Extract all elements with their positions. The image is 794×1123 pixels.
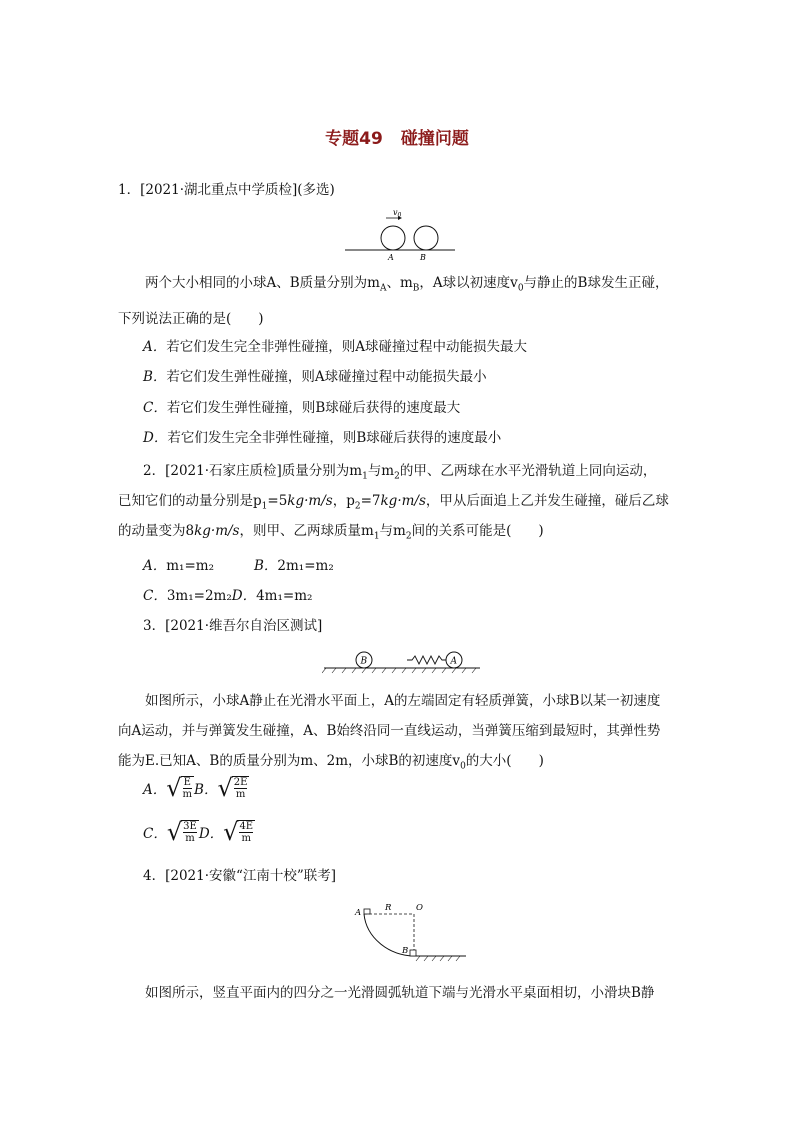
q2-stem-line1: 2．[2021·石家庄质检]质量分别为$m_1$与$m_2$的甲、乙两球在水平光滑轨道上同向运动，: [143, 463, 657, 482]
q4-fig-label-r: R: [385, 903, 392, 913]
q4-fig-label-b: B: [402, 946, 409, 956]
q3-stem: 如图所示，小球A静止在光滑水平面上，A的左端固定有轻质弹簧，小球B以某一初速度 向A运动，并与弹簧发生碰撞，A、B始终沿同一直线运动，当弹簧压缩到最短时，其弹性势 能为E.已知A、B的质量分别为m、2m，小球B的初速度$v_0$的大小( ): [118, 693, 661, 772]
q3-fig-label-a: A: [450, 656, 457, 667]
q1-option-b: B．若它们发生弹性碰撞，则A球碰撞过程中动能损失最小: [143, 369, 487, 385]
q4-stem: 如图所示，竖直平面内的四分之一光滑圆弧轨道下端与光滑水平桌面相切，小滑块B静: [145, 985, 655, 1001]
q3-option-d-sqrt: √ $\frac{4E}{m}$: [223, 818, 254, 846]
q4-fig-label-a: A: [355, 908, 362, 918]
q1-figure-two-balls: [340, 205, 460, 263]
q3-figure-spring-balls: [322, 648, 482, 674]
q3-options-ab: A．√ $\frac{E}{m}$ B．√ $\frac{2E}{m}$: [143, 776, 249, 805]
q2-stem-line3: 的动量变为8kg·m/s，则甲、乙两球质量$m_1$与$m_2$间的关系可能是( ): [118, 523, 544, 542]
q1-option-a: A．若它们发生完全非弹性碰撞，则A球碰撞过程中动能损失最大: [143, 339, 527, 355]
q1-header: 1．[2021·湖北重点中学质检](多选): [118, 182, 335, 198]
q3-option-a-sqrt: √ $\frac{E}{m}$: [166, 774, 193, 802]
q1-stem: 两个大小相同的小球A、B质量分别为$m_A$、$m_B$，A球以初速度$v_0$与静止的B球发生正碰， 下列说法正确的是( ): [118, 275, 669, 327]
q1-fig-label-a: A: [388, 253, 394, 262]
q4-fig-label-o: O: [416, 903, 423, 913]
q3-fig-label-b: B: [360, 656, 368, 667]
q4-figure-arc-track: [348, 898, 468, 964]
title-topic-name: 碰撞问题: [400, 129, 469, 149]
title-topic-number: 专题49: [325, 129, 383, 149]
q2-stem-line2: 已知它们的动量分别是$p_1=5kg\cdot m/s$，$p_2=7kg\cdot m/s$，甲从后面追上乙并发生碰撞，碰后乙球: [118, 493, 669, 512]
q1-fig-label-b: B: [420, 253, 426, 262]
q1-fig-v0-label: $v_0$: [393, 208, 402, 219]
page-title: [0, 124, 794, 149]
q3-option-b-sqrt: √ $\frac{2E}{m}$: [217, 774, 248, 802]
q3-option-c-sqrt: √ $\frac{3E}{m}$: [166, 818, 197, 846]
q2-options-cd: C．3m₁=2m₂D．4m₁=m₂: [143, 588, 313, 604]
q4-header: 4．[2021·安徽“江南十校”联考]: [143, 868, 337, 884]
q3-options-cd: C．√ $\frac{3E}{m}$ D．√ $\frac{4E}{m}$: [143, 820, 255, 849]
q1-option-c: C．若它们发生弹性碰撞，则B球碰后获得的速度最大: [143, 400, 461, 416]
q1-option-d: D．若它们发生完全非弹性碰撞，则B球碰后获得的速度最小: [143, 430, 502, 446]
q3-header: 3．[2021·维吾尔自治区测试]: [143, 618, 323, 634]
q2-options-ab: A．m₁=m₂ B．2m₁=m₂: [143, 558, 334, 574]
